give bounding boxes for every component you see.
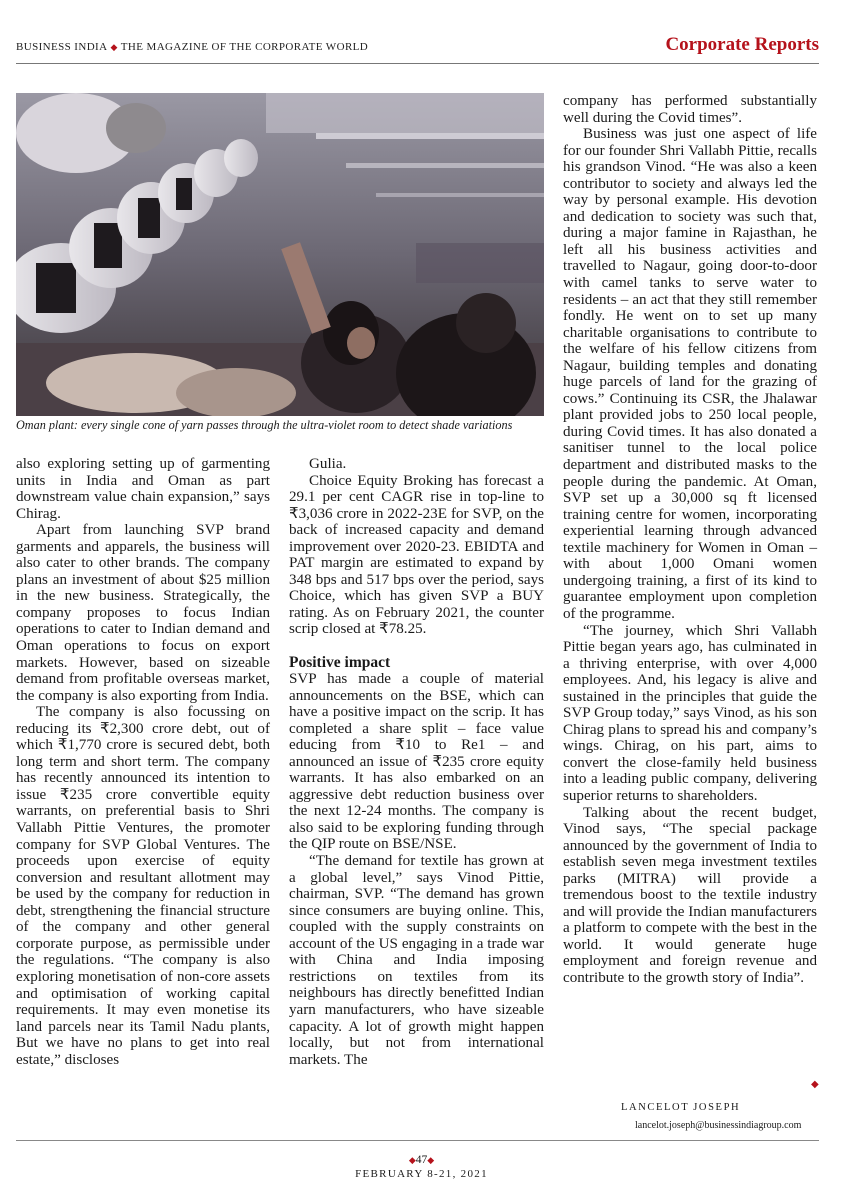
article-column-3 [563, 93, 817, 987]
section-title: Corporate Reports [665, 34, 819, 55]
article-photo [16, 93, 544, 416]
header-divider [16, 63, 819, 64]
article-column-1 [16, 456, 270, 1068]
page-number-value: 47 [415, 1154, 428, 1166]
paragraph: Talking about the recent budget, Vinod says, “The special package announced by the government of India to establish seven mega investment textiles parks (MITRA) will provide a tremendous boost to the textile industry and will provide the Indian manufacturers a platform to compete with the best in the world. It would generate huge employment and foreign revenue and contribute to the growth story of India”. [563, 804, 817, 986]
textile-factory-illustration [16, 93, 544, 416]
paragraph: Choice Equity Broking has forecast a 29.1 per cent CAGR rise in top-line to ₹3,036 crore in 2022-23E for SVP, on the back of increased capacity and demand improvement over 2020-23. EBIDTA and PAT margin are estimated to expand by 348 bps and 517 bps over the period, says Choice, which has given SVP a BUY rating. As on February 2021, the counter scrip closed at ₹78.25. [289, 472, 544, 638]
photo-caption: Oman plant: every single cone of yarn passes through the ultra-violet room to detect shade variations [16, 418, 513, 432]
end-diamond-icon: ◆ [811, 1079, 819, 1090]
paragraph: Apart from launching SVP brand garments and apparels, the business will also cater to other brands. The company plans an investment of about $25 million in the new business. Strategically, the company proposes to focus Indian operations to cater to Indian demand and Oman operations to focus on export markets. However, based on sizeable demand from profitable overseas market, the company is also exporting from India. [16, 522, 270, 704]
page-number [0, 1154, 843, 1166]
subheading: Positive impact [289, 654, 391, 672]
diamond-icon: ◆ [427, 1155, 435, 1165]
paragraph: “The demand for textile has grown at a global level,” says Vinod Pittie, chairman, SVP. “The demand has grown since consumers are buying online. This, coupled with the supply constraints on account of the US engaging in a trade war with China and India imposing restrictions on textiles from its neighbours has directly benefitted Indian yarn manufacturers, who have sizeable capacity. A lot of growth might happen locally, but not from international markets. The [289, 853, 544, 1068]
masthead [16, 41, 368, 53]
paragraph: The company is also focussing on reducing its ₹2,300 crore debt, out of which ₹1,770 crore is secured debt, both long term and short term. The company has recently announced its intention to issue ₹235 crore convertible equity warrants, on preferential basis to Shri Vallabh Pittie Ventures, the promoter company for SVP Global Ventures. The proceeds upon exercise of equity conversion and resultant allotment may be used by the company for reduction in debt, strengthening the financial structure of the company and other general corporate purpose, as permissible under the regulations. “The company is also exploring monetisation of non-core assets and optimisation of working capital requirements. It may even monetise its land parcels near its Tamil Nadu plants, But we have no plans to get into real estate,” discloses [16, 704, 270, 1068]
diamond-icon: ◆ [110, 42, 118, 52]
article-column-2 [289, 456, 544, 1068]
diamond-icon: ◆ [408, 1155, 416, 1165]
paragraph: company has performed substantially well during the Covid times”. [563, 93, 817, 126]
magazine-tagline: THE MAGAZINE OF THE CORPORATE WORLD [120, 41, 369, 53]
paragraph: also exploring setting up of garmenting units in India and Oman as part downstream value chain expansion,” says Chirag. [16, 456, 270, 522]
magazine-name: BUSINESS INDIA [16, 41, 108, 53]
author-name: LANCELOT JOSEPH [621, 1102, 741, 1113]
footer-divider [16, 1140, 819, 1141]
author-email: lancelot.joseph@businessindiagroup.com [635, 1120, 802, 1131]
issue-date: FEBRUARY 8-21, 2021 [355, 1168, 488, 1180]
paragraph: Gulia. [309, 456, 347, 472]
paragraph: “The journey, which Shri Vallabh Pittie began years ago, has culminated in a thriving enterprise, with over 4,000 employees. And, his legacy is alive and sustained in the principles that guide the SVP Group today,” says Vinod, as his son Chirag plans to spread his and company’s wings. Chirag, on his part, aims to convert the close-family held business into a leading public company, delivering superior returns to shareholders. [563, 622, 817, 804]
paragraph: Business was just one aspect of life for our founder Shri Vallabh Pittie, recalls his grandson Vinod. “He was also a keen contributor to society and always led the way by personal example. His devotion and dedication to society was such that, during a major famine in Rajasthan, he left all his business activities and travelled to Nagaur, going door-to-door with camel tanks to serve water to residents – an act that they still remember fondly. He went on to set up many charitable organisations to contribute to the welfare of his fellow citizens from Nagaur, building temples and donating huge parcels of land for the grazing of cows.” Continuing its CSR, the Jhalawar plant provided jobs to 250 local people, during Covid times. It has also donated a sanitiser tunnel to the local police department and distributed masks to the people during the pandemic. At Oman, SVP set up a 30,000 sq ft licensed training centre for women, incorporating experiential learning through advanced textile machinery for Women in Oman – with about 1,000 Omani women undergoing training, a first of its kind to guarantee employment upon completion of the programme. [563, 126, 817, 622]
paragraph: SVP has made a couple of material announcements on the BSE, which can have a positive impact on the scrip. It has completed a share split – face value educing from ₹10 to Re1 – and announced an issue of ₹235 crore equity warrants. It has also embarked on an aggressive debt reduction business over the next 12-24 months. The company is also said to be exploring funding through the QIP route on BSE/NSE. [289, 671, 544, 853]
